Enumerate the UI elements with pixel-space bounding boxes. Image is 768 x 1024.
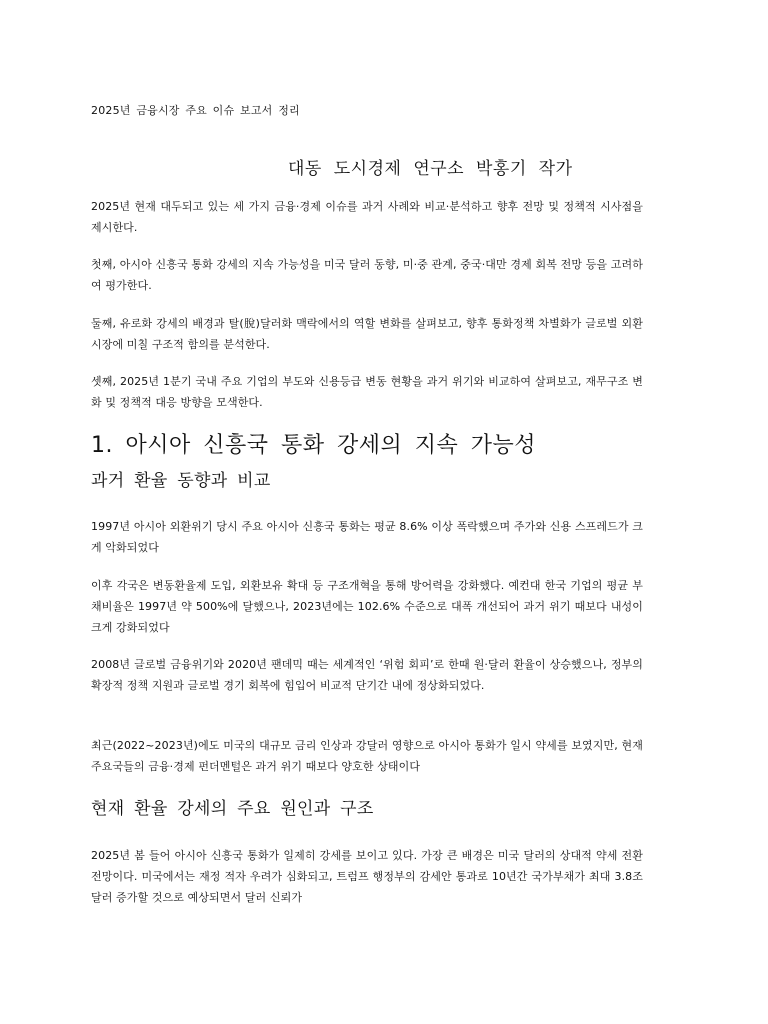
document-title: 2025년 금융시장 주요 이슈 보고서 정리 — [91, 104, 300, 117]
intro-paragraph-2: 첫째, 아시아 신흥국 통화 강세의 지속 가능성을 미국 달러 동향, 미·중 관계, 중국·대만 경제 회복 전망 등을 고려하여 평가한다. — [91, 258, 643, 292]
body-paragraph-2: 이후 각국은 변동환율제 도입, 외환보유 확대 등 구조개혁을 통해 방어력을 강화했다. 예컨대 한국 기업의 평균 부채비율은 1997년 약 500%에 달했으나, 2023년에는 102.6% 수준으로 대폭 개선되어 과거 위기 때보다 내성이 크게 강화되었다 — [91, 579, 643, 634]
subsection-2-heading: 현재 환율 강세의 주요 원인과 구조 — [91, 799, 374, 819]
intro-paragraph-3: 둘째, 유로화 강세의 배경과 탈(脫)달러화 맥락에서의 역할 변화를 살펴보고, 향후 통화정책 차별화가 글로벌 외환시장에 미칠 구조적 함의를 분석한다. — [91, 317, 643, 351]
body-paragraph-1: 1997년 아시아 외환위기 당시 주요 아시아 신흥국 통화는 평균 8.6% 이상 폭락했으며 주가와 신용 스프레드가 크게 악화되었다 — [91, 520, 643, 554]
body-paragraph-5: 2025년 봄 들어 아시아 신흥국 통화가 일제히 강세를 보이고 있다. 가장 큰 배경은 미국 달러의 상대적 약세 전환 전망이다. 미국에서는 재정 적자 우려가 심화되고, 트럼프 행정부의 감세안 통과로 10년간 국가부채가 최대 3.8조 달러 증가할 것으로 예상되면서 달러 신뢰가 — [91, 849, 643, 904]
subsection-1-heading: 과거 환율 동향과 비교 — [91, 471, 271, 491]
body-paragraph-3: 2008년 글로벌 금융위기와 2020년 팬데믹 때는 세계적인 ‘위험 회피’로 한때 원·달러 환율이 상승했으나, 정부의 확장적 정책 지원과 글로벌 경기 회복에 힘입어 비교적 단기간 내에 정상화되었다. — [91, 658, 643, 692]
intro-paragraph-1: 2025년 현재 대두되고 있는 세 가지 금융·경제 이슈를 과거 사례와 비교·분석하고 향후 전망 및 정책적 시사점을 제시한다. — [91, 200, 643, 234]
intro-paragraph-4: 셋째, 2025년 1분기 국내 주요 기업의 부도와 신용등급 변동 현황을 과거 위기와 비교하여 살펴보고, 재무구조 변화 및 정책적 대응 방향을 모색한다. — [91, 375, 643, 409]
author-line: 대동 도시경제 연구소 박홍기 작가 — [288, 159, 573, 179]
body-paragraph-4: 최근(2022~2023년)에도 미국의 대규모 금리 인상과 강달러 영향으로 아시아 통화가 일시 약세를 보였지만, 현재 주요국들의 금융·경제 펀더멘털은 과거 위기 때보다 양호한 상태이다 — [91, 739, 643, 773]
section-1-heading: 1. 아시아 신흥국 통화 강세의 지속 가능성 — [91, 433, 536, 458]
